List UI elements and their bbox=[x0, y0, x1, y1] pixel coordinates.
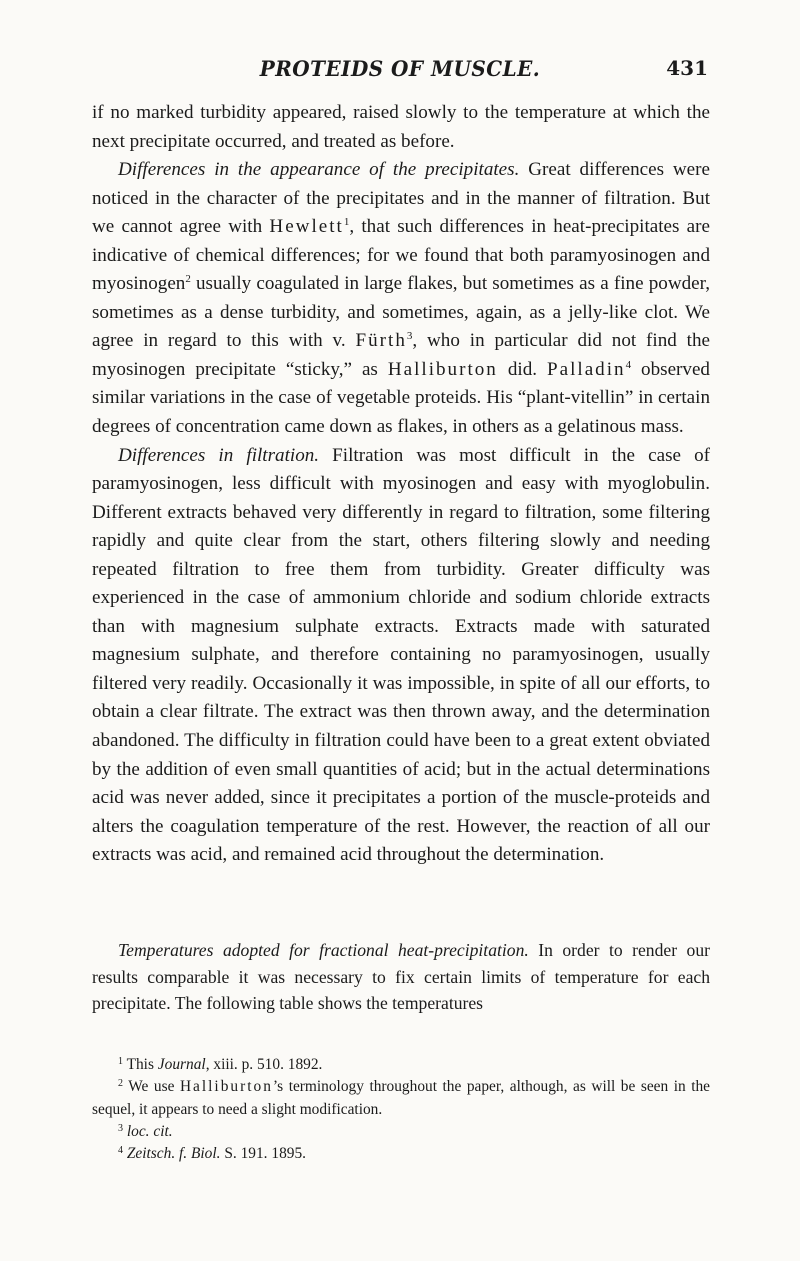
footnote-number: 3 bbox=[118, 1122, 123, 1134]
paragraph-continuation: if no marked turbidity appeared, raised slowly to the temperature at which the next precipitate occurred, and treated as before. bbox=[92, 102, 710, 152]
page-number: 431 bbox=[666, 56, 708, 80]
paragraph-heading: Differences in filtration. bbox=[118, 444, 320, 466]
footnotes bbox=[92, 1054, 710, 1165]
footnote-number: 1 bbox=[118, 1056, 123, 1067]
paragraph-text: , who in particular did not find the myosinogen precipitate “sticky,” as bbox=[92, 330, 710, 380]
footnote-journal: Zeitsch. f. Biol. bbox=[126, 1145, 221, 1163]
footnote-text: This bbox=[126, 1056, 158, 1073]
author-name: Halliburton bbox=[179, 1078, 273, 1096]
footnote-number: 2 bbox=[118, 1078, 123, 1090]
footnote-number: 4 bbox=[118, 1145, 123, 1157]
footnote bbox=[92, 1143, 710, 1165]
footnote-text: S. 191. 1895. bbox=[220, 1145, 306, 1163]
footnote-citation: loc. cit. bbox=[126, 1122, 173, 1140]
paragraph-filtration-differences bbox=[92, 442, 710, 870]
paragraph-heading: Temperatures adopted for fractional heat-precipitation. bbox=[118, 940, 529, 960]
paragraph-text: usually coagulated in large flakes, but sometimes as a fine powder, sometimes as a dense turbidity, and sometimes, again, as a jelly-like clot. We agree in regard to this with v. bbox=[92, 273, 710, 352]
footnote-journal: Journal bbox=[157, 1056, 206, 1073]
paragraph-text: In order to render our results comparable it was necessary to fix certain limits of temperature for each precipitate. The following table shows the temperatures bbox=[92, 940, 710, 1014]
footnote-ref: 1 bbox=[343, 216, 350, 229]
footnote bbox=[92, 1054, 710, 1076]
footnote-ref: 2 bbox=[185, 273, 191, 286]
page-header bbox=[0, 52, 800, 86]
paragraph-text: observed similar variations in the case of vegetable proteids. His “plant-vitellin” in certain degrees of concentration came down as flakes, in others as a gelatinous mass. bbox=[92, 358, 710, 438]
footnote bbox=[92, 1076, 710, 1121]
running-title: PROTEIDS OF MUSCLE. bbox=[259, 56, 541, 81]
main-text bbox=[92, 99, 710, 870]
author-name: Hewlett bbox=[269, 216, 344, 238]
paragraph-precipitate-differences bbox=[92, 156, 710, 441]
paragraph-text: Filtration was most difficult in the case of paramyosinogen, less difficult with myosinogen and easy with myoglobulin. Different extracts behaved very differently in regard to filtration, some filtering rapidly and quite clear from the start, others filtering slowly and needing repeated filtration to free them from turbidity. Greater difficulty was experienced in the case of ammonium chloride and sodium chloride extracts than with magnesium sulphate extracts. Extracts made with saturated magnesium sulphate, and therefore containing no paramyosinogen, usually filtered very readily. Occasionally it was impossible, in spite of all our efforts, to obtain a clear filtrate. The extract was then thrown away, and the determination abandoned. The difficulty in filtration could have been to a great extent obviated by the addition of even small quantities of acid; but in the actual determinations acid was never added, since it precipitates a portion of the muscle-proteids and alters the coagulation temperature of the rest. However, the reaction of all our extracts was acid, and remained acid throughout the determination. bbox=[92, 444, 710, 866]
temperatures-section bbox=[92, 937, 710, 1017]
footnote-text: , xiii. p. 510. 1892. bbox=[205, 1056, 323, 1073]
paragraph-text: did. bbox=[497, 358, 547, 380]
footnote bbox=[92, 1121, 710, 1143]
paragraph-temperatures bbox=[92, 937, 710, 1017]
footnote-text: We use bbox=[128, 1078, 180, 1096]
paragraph-text: Great differences were noticed in the character of the precipitates and in the manner of filtration. But we cannot agree with bbox=[92, 159, 710, 238]
author-name: Halliburton bbox=[387, 358, 498, 380]
footnote-text: ’s terminology throughout the paper, although, as will be seen in the sequel, it appears to need a slight modification. bbox=[92, 1078, 710, 1118]
paragraph-heading: Differences in the appearance of the precipitates. bbox=[118, 159, 520, 181]
footnote-ref: 3 bbox=[406, 330, 413, 343]
footnote-ref: 4 bbox=[625, 358, 632, 371]
author-name: Fürth bbox=[355, 330, 407, 352]
author-name: Palladin bbox=[547, 358, 626, 380]
paragraph-text: , that such differences in heat-precipitates are indicative of chemical differences; for we found that both paramyosinogen and myosinogen bbox=[92, 216, 710, 295]
